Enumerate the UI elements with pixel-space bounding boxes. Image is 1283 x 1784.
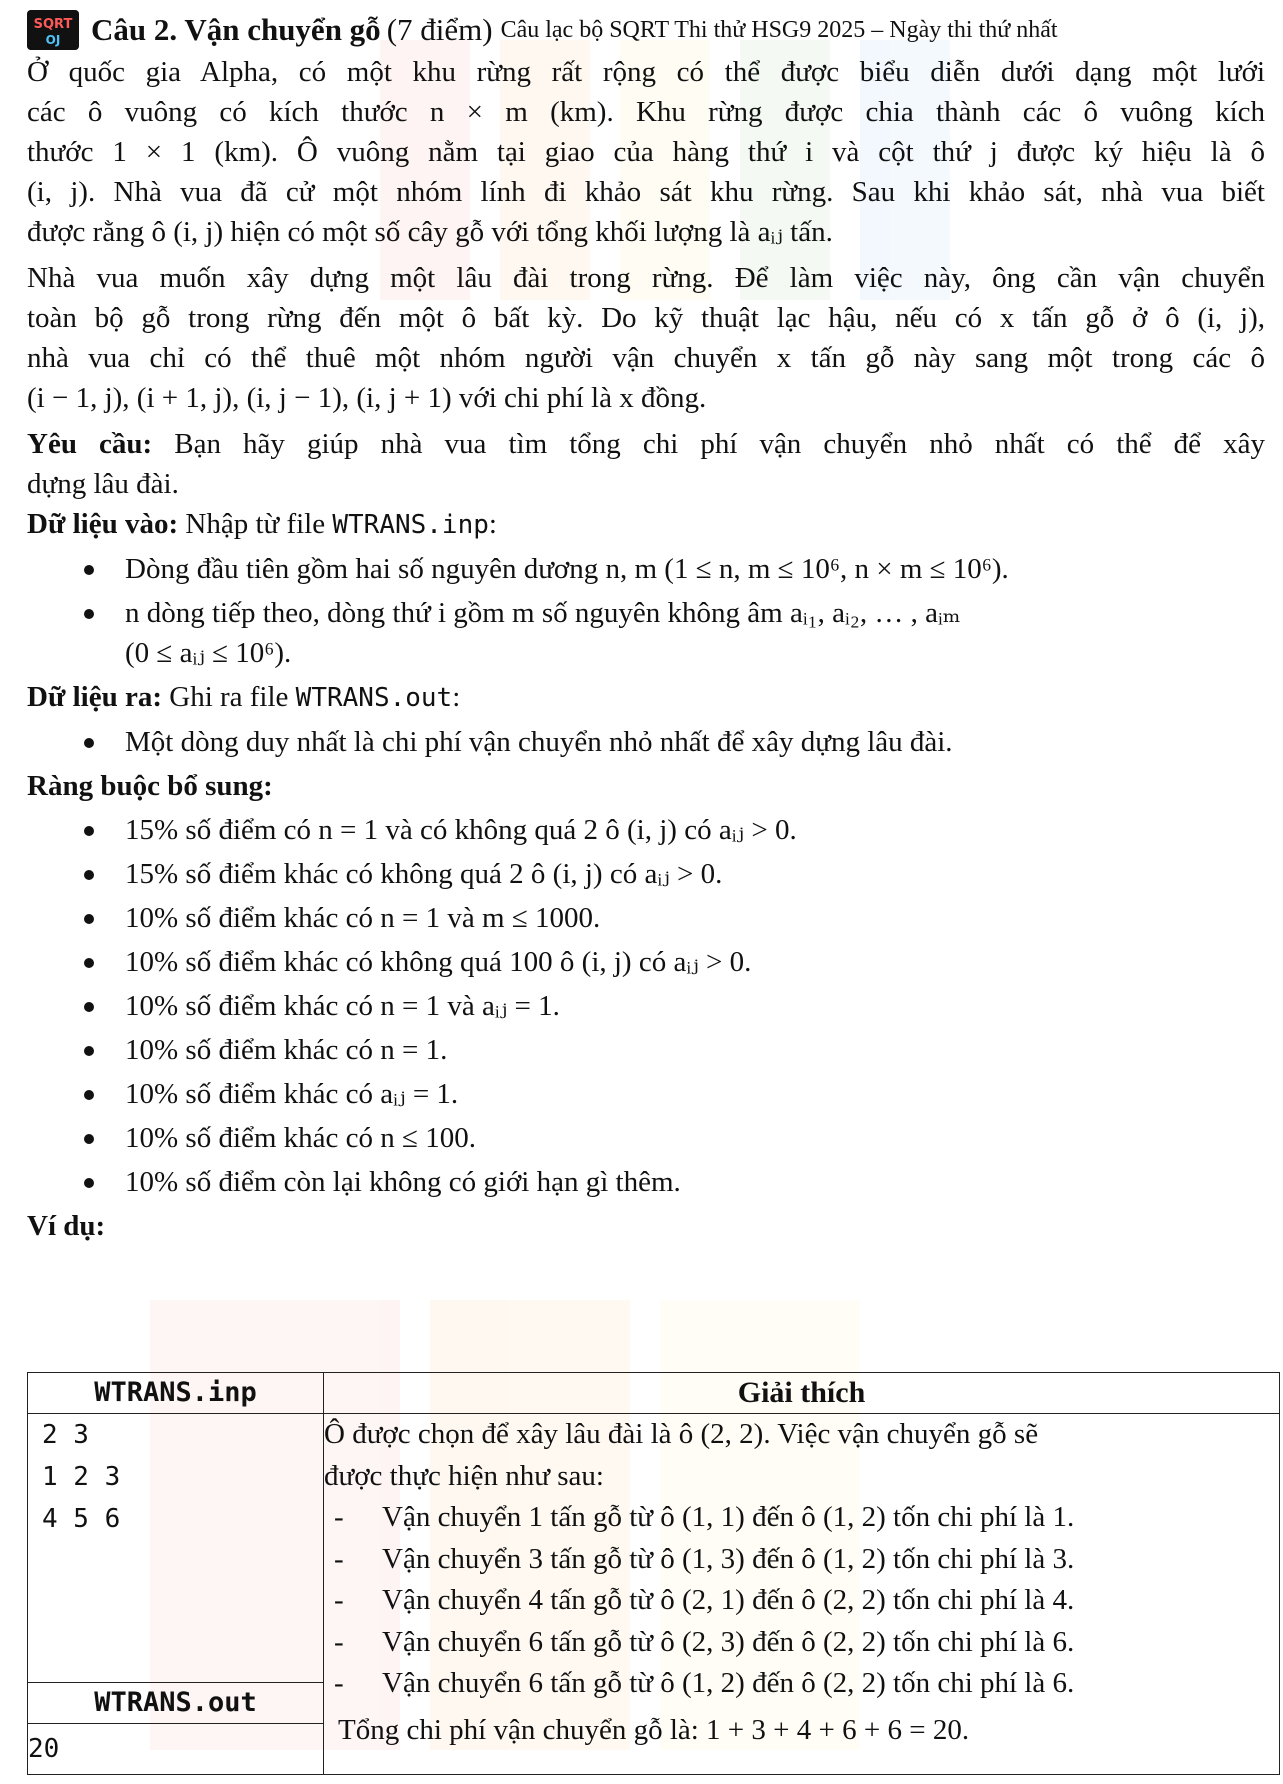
explanation-step: - Vận chuyển 6 tấn gỗ từ ô (2, 3) đến ô (2, 2) tốn chi phí là 6.: [334, 1625, 1075, 1658]
input-label: Dữ liệu vào:: [27, 508, 179, 540]
constraint-item: 10% số điểm khác có n = 1.: [27, 1030, 1265, 1070]
sqrt-oj-logo: [27, 10, 79, 50]
explanation-text: Ô được chọn để xây lâu đài là ô (2, 2). Việc vận chuyển gỗ sẽ: [324, 1418, 1039, 1450]
constraint-item: 10% số điểm khác có không quá 100 ô (i, j) có aᵢⱼ > 0.: [27, 942, 1265, 982]
constraint-item: 10% số điểm khác có aᵢⱼ = 1.: [27, 1074, 1265, 1114]
intro-paragraph: [27, 52, 1265, 252]
request-paragraph: [27, 424, 1265, 504]
svg-text:SQRT: SQRT: [33, 17, 73, 32]
intro-line: thước 1 × 1 (km). Ô vuông nằm tại giao của hàng thứ i và cột thứ j được ký hiệu là ô: [27, 136, 1265, 168]
output-section: Dữ liệu ra: Ghi ra file WTRANS.out: Một dòng duy nhất là chi phí vận chuyển nhỏ nhất để xây dựng lâu đài.: [27, 677, 1265, 762]
input-file-header: WTRANS.inp: [28, 1373, 324, 1414]
request-text-cont: dựng lâu đài.: [27, 468, 179, 500]
input-filename: WTRANS.inp: [332, 510, 489, 540]
explanation-header: Giải thích: [324, 1373, 1280, 1414]
input-line: 2 3: [42, 1420, 89, 1450]
input-file-cell: [28, 1414, 324, 1683]
example-table: [27, 1372, 1280, 1775]
request-label: Yêu cầu:: [27, 428, 153, 460]
output-item: Một dòng duy nhất là chi phí vận chuyển nhỏ nhất để xây dựng lâu đài.: [27, 722, 1265, 762]
constraint-item: 10% số điểm khác có n = 1 và aᵢⱼ = 1.: [27, 986, 1265, 1026]
para-line: nhà vua chỉ có thể thuê một nhóm người vận chuyển x tấn gỗ này sang một trong các ô: [27, 342, 1265, 374]
constraints-label: Ràng buộc bổ sung:: [27, 770, 273, 802]
constraint-item: 10% số điểm khác có n = 1 và m ≤ 1000.: [27, 898, 1265, 938]
output-label: Dữ liệu ra:: [27, 681, 162, 713]
explanation-step: - Vận chuyển 4 tấn gỗ từ ô (2, 1) đến ô (2, 2) tốn chi phí là 4.: [334, 1584, 1075, 1616]
input-section: Dữ liệu vào: Nhập từ file WTRANS.inp: Dòng đầu tiên gồm hai số nguyên dương n, m (1 ≤ n, m ≤ 10⁶, n × m ≤ 10⁶). n dòng tiếp theo, dòng thứ i gồm m số nguyên không âm aᵢ₁, aᵢ₂, … , aᵢₘ (0 ≤ aᵢⱼ ≤ 10⁶).: [27, 504, 1265, 673]
contest-info: Câu lạc bộ SQRT Thi thử HSG9 2025 – Ngày thi thứ nhất: [500, 16, 1058, 43]
intro-line: Ở quốc gia Alpha, có một khu rừng rất rộng có thể được biểu diễn dưới dạng một lưới: [27, 56, 1265, 88]
constraint-item: 15% số điểm khác có không quá 2 ô (i, j) có aᵢⱼ > 0.: [27, 854, 1265, 894]
input-item: Dòng đầu tiên gồm hai số nguyên dương n, m (1 ≤ n, m ≤ 10⁶, n × m ≤ 10⁶).: [27, 549, 1265, 589]
svg-text:OJ: OJ: [45, 33, 61, 47]
para-line: toàn bộ gỗ trong rừng đến một ô bất kỳ. Do kỹ thuật lạc hậu, nếu có x tấn gỗ ở ô (i, j),: [27, 302, 1265, 334]
problem-header: [27, 8, 1265, 52]
intro-line: (i, j). Nhà vua đã cử một nhóm lính đi khảo sát khu rừng. Sau khi khảo sát, nhà vua biết: [27, 176, 1265, 208]
explanation-step: - Vận chuyển 1 tấn gỗ từ ô (1, 1) đến ô (1, 2) tốn chi phí là 1.: [334, 1501, 1075, 1533]
output-filename: WTRANS.out: [295, 683, 453, 713]
example-label: Ví dụ:: [27, 1210, 106, 1242]
para-line: Nhà vua muốn xây dựng một lâu đài trong rừng. Để làm việc này, ông cần vận chuyển: [27, 262, 1265, 294]
explanation-step: - Vận chuyển 6 tấn gỗ từ ô (1, 2) đến ô (2, 2) tốn chi phí là 6.: [334, 1667, 1075, 1699]
intro-line: các ô vuông có kích thước n × m (km). Khu rừng được chia thành các ô vuông kích: [27, 96, 1265, 128]
para-line: (i − 1, j), (i + 1, j), (i, j − 1), (i, j + 1) với chi phí là x đồng.: [27, 382, 707, 414]
explanation-total: Tổng chi phí vận chuyển gỗ là: 1 + 3 + 4 + 6 + 6 = 20.: [338, 1713, 970, 1746]
explanation-text: được thực hiện như sau:: [324, 1459, 604, 1492]
intro-line: được rằng ô (i, j) hiện có một số cây gỗ với tổng khối lượng là aᵢⱼ tấn.: [27, 216, 833, 248]
problem-title: Câu 2. Vận chuyển gỗ: [91, 12, 381, 47]
constraints-section: [27, 766, 1265, 1202]
output-value: 20: [28, 1724, 324, 1775]
request-text: Bạn hãy giúp nhà vua tìm tổng chi phí vận chuyển nhỏ nhất có thể để xây: [152, 428, 1265, 460]
castle-paragraph: [27, 258, 1265, 418]
problem-points: (7 điểm): [386, 12, 493, 47]
constraint-item: 15% số điểm có n = 1 và có không quá 2 ô (i, j) có aᵢⱼ > 0.: [27, 810, 1265, 850]
input-line: 4 5 6: [42, 1504, 121, 1534]
constraint-item: 10% số điểm còn lại không có giới hạn gì thêm.: [27, 1162, 1265, 1202]
input-line: 1 2 3: [42, 1462, 121, 1492]
input-item: n dòng tiếp theo, dòng thứ i gồm m số nguyên không âm aᵢ₁, aᵢ₂, … , aᵢₘ (0 ≤ aᵢⱼ ≤ 10⁶).: [27, 593, 1265, 673]
explanation-step: - Vận chuyển 3 tấn gỗ từ ô (1, 3) đến ô (1, 2) tốn chi phí là 3.: [334, 1542, 1075, 1575]
explanation-cell: [324, 1414, 1280, 1775]
output-file-header: WTRANS.out: [28, 1683, 324, 1724]
constraint-item: 10% số điểm khác có n ≤ 100.: [27, 1118, 1265, 1158]
